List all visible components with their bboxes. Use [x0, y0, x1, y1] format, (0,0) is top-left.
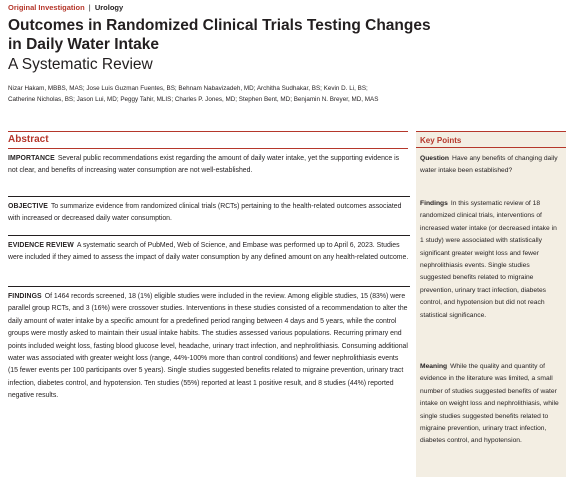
- abstract-heading-rule: [8, 148, 408, 149]
- category-separator: |: [88, 3, 91, 12]
- kp-findings-text: In this systematic review of 18 randomized clinical trials, interventions of increased water intake (or decreased intake in 1 study) were associated with statistically significant greater weight loss and fewer nephrolithiasis events. Single studies suggested benefits related to migraine prevention, urinary tract infection, diabetes control, and hypotension but did not reach statistical significance.: [420, 200, 557, 319]
- key-points-box: [416, 131, 566, 477]
- key-points-question: [420, 153, 562, 178]
- importance-label: IMPORTANCE: [8, 155, 55, 162]
- abstract-objective: [8, 201, 410, 226]
- article-subtitle: A Systematic Review: [8, 56, 153, 73]
- abstract-findings: [8, 291, 410, 403]
- question-text: Have any benefits of changing daily water intake been established?: [420, 155, 558, 175]
- meaning-label: Meaning: [420, 363, 448, 370]
- author-list: [8, 84, 548, 105]
- key-points-rule: [416, 147, 566, 148]
- findings-text: Of 1464 records screened, 18 (1%) eligible studies were included in the review. Among eligible studies, 15 (83%) were parallel group RCTs, and 3 (16%) were crossover studies. Interventions in these studies consisted of a recommendation to alter the daily amount of water intake by a specific amount for a predefined period ranging between 4 days and 5 years, while the control groups were mostly asked to maintain their usual intake habits. The studies assessed various populations. Recurring primary end points included weight loss, fasting blood glucose level, headache, urinary tract infection, and nephrolithiasis. Consuming additional water was associated with greater weight loss (range, 44%-100% more than control conditions) and fewer nephrolithiasis events (15 fewer events per 100 participants over 5 years). Single studies suggested benefits related to migraine prevention, urinary tract infection, diabetes control, and hypotension. Ten studies (55%) reported at least 1 positive result, and 8 studies (44%) reported negative results.: [8, 293, 408, 400]
- kp-findings-label: Findings: [420, 200, 448, 207]
- article-category: [8, 3, 123, 12]
- section-divider: [8, 235, 410, 236]
- key-points-findings: [420, 198, 562, 322]
- abstract-importance: [8, 153, 410, 178]
- importance-text: Several public recommendations exist regarding the amount of daily water intake, yet the supporting evidence is not clear, and benefits of increasing water consumption are not well-established.: [8, 155, 400, 175]
- abstract-top-rule: [8, 131, 408, 132]
- abstract-evidence-review: [8, 240, 410, 265]
- question-label: Question: [420, 155, 449, 162]
- evidence-review-text: A systematic search of PubMed, Web of Science, and Embase was performed up to April 6, 2023. Studies were included if they aimed to assess the impact of daily water consumption by any defined amount on any health-related outcome.: [8, 242, 409, 262]
- key-points-heading: Key Points: [420, 136, 462, 145]
- findings-label: FINDINGS: [8, 293, 42, 300]
- evidence-review-label: EVIDENCE REVIEW: [8, 242, 74, 249]
- abstract-heading: Abstract: [8, 134, 49, 145]
- author-line-2: Catherine Nicholas, BS; Jason Lui, MD; Peggy Tahir, MLIS; Charles P. Jones, MD; Stephen Bent, MD; Benjamin N. Breyer, MD, MAS: [8, 95, 379, 103]
- section-divider: [8, 286, 410, 287]
- article-title: [8, 16, 431, 54]
- section-divider: [8, 196, 410, 197]
- key-points-meaning: [420, 361, 562, 448]
- article-type: Original Investigation: [8, 3, 85, 12]
- title-line-1: Outcomes in Randomized Clinical Trials Testing Changes: [8, 17, 431, 34]
- objective-text: To summarize evidence from randomized clinical trials (RCTs) pertaining to the health-related outcomes associated with increased or decreased daily water consumption.: [8, 203, 402, 223]
- title-line-2: in Daily Water Intake: [8, 36, 160, 53]
- article-subject: Urology: [94, 3, 124, 12]
- author-line-1: Nizar Hakam, MBBS, MAS; Jose Luis Guzman Fuentes, BS; Behnam Nabavizadeh, MD; Architha Sudhakar, BS; Kevin D. Li, BS;: [8, 85, 368, 92]
- meaning-text: While the quality and quantity of evidence in the literature was limited, a small number of studies suggested benefits of water intake on weight loss and nephrolithiasis, while single studies suggested benefits related to migraine prevention, urinary tract infection, diabetes control, and hypotension.: [420, 363, 559, 445]
- objective-label: OBJECTIVE: [8, 203, 48, 210]
